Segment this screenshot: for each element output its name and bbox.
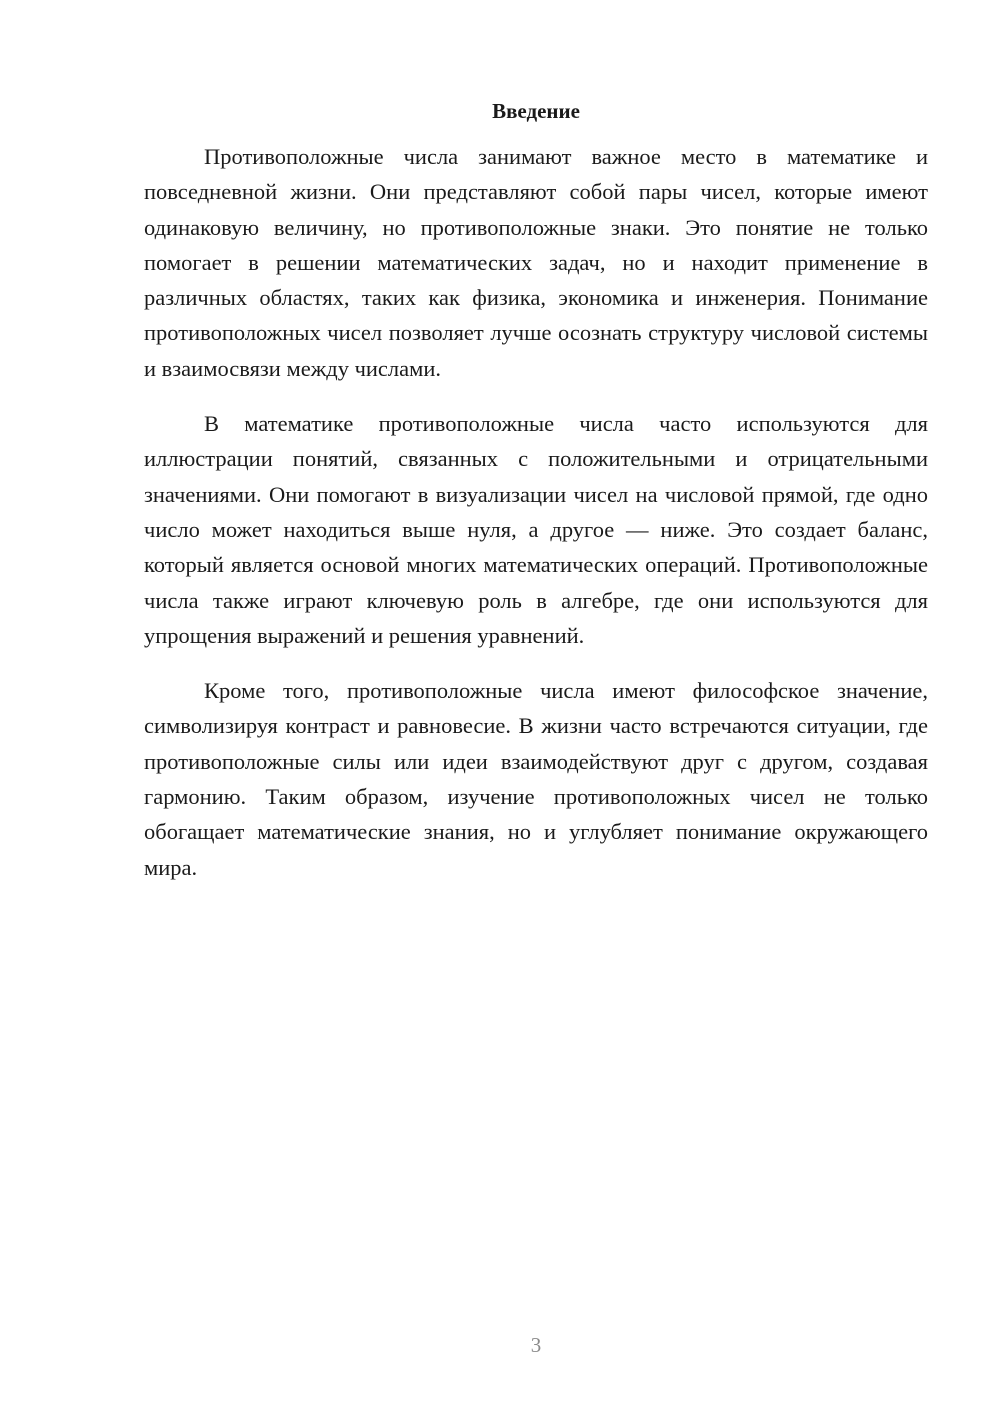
page-number: 3: [530, 1333, 542, 1357]
paragraph-2: В математике противоположные числа часто используются для иллюстрации понятий, связанных с положительными и отрицательными значениями. Они помогают в визуализации чисел на числовой прямой, где одно число может находиться выше нуля, а другое — ниже. Это создает баланс, который является основой многих математических операций. Противоположные числа также играют ключевую роль в алгебре, где они используются для упрощения выражений и решения уравнений.: [144, 411, 928, 648]
section-heading: Введение: [492, 99, 580, 123]
page-content: [144, 95, 928, 905]
paragraph-1: Противоположные числа занимают важное место в математике и повседневной жизни. Они представляют собой пары чисел, которые имеют одинаковую величину, но противоположные знаки. Это понятие не только помогает в решении математических задач, но и находит применение в различных областях, таких как физика, экономика и инженерия. Понимание противоположных чисел позволяет лучше осознать структуру числовой системы и взаимосвязи между числами.: [144, 144, 928, 381]
paragraph-3: Кроме того, противоположные числа имеют философское значение, символизируя контраст и равновесие. В жизни часто встречаются ситуации, где противоположные силы или идеи взаимодействуют друг с другом, создавая гармонию. Таким образом, изучение противоположных чисел не только обогащает математические знания, но и углубляет понимание окружающего мира.: [144, 678, 928, 880]
